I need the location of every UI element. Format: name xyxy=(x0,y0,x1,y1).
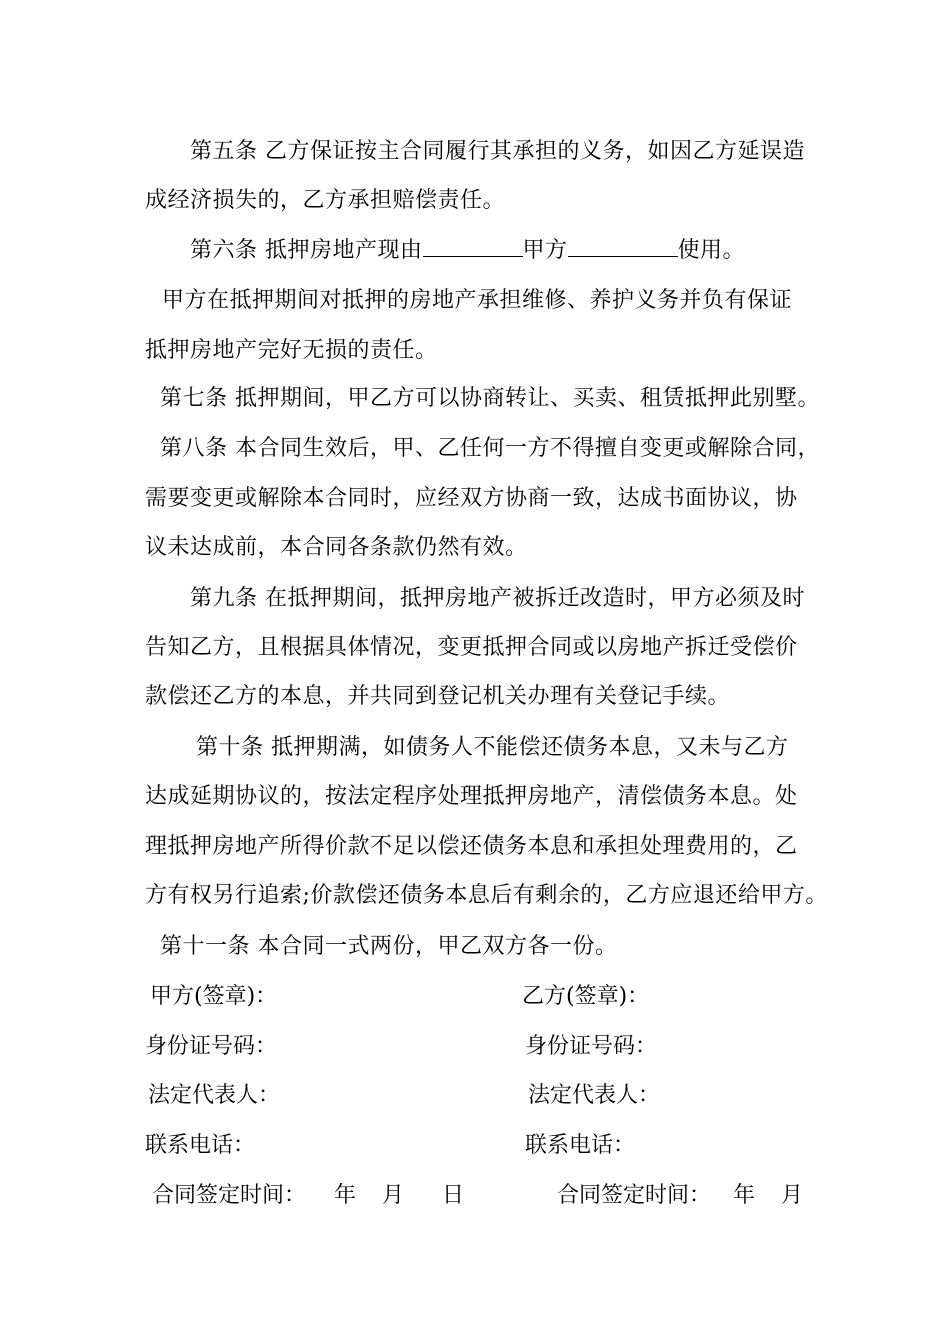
article-10-line-2: 达成延期协议的，按法定程序处理抵押房地产，清偿债务本息。处 xyxy=(145,784,798,809)
party-b-phone-label: 联系电话： xyxy=(525,1133,636,1158)
party-a-id-label: 身份证号码： xyxy=(145,1034,278,1059)
party-b-date-line xyxy=(557,1181,803,1211)
article-6-line xyxy=(190,234,745,266)
party-a-year: 年 xyxy=(334,1183,357,1208)
party-a-phone-label: 联系电话： xyxy=(145,1133,256,1158)
article-5-line-2: 成经济损失的，乙方承担赔偿责任。 xyxy=(145,188,506,213)
party-a-signature-label: 甲方(签章)： xyxy=(150,984,278,1009)
party-b-month: 月 xyxy=(781,1183,804,1208)
article-11-line: 第十一条 本合同一式两份，甲乙双方各一份。 xyxy=(160,934,618,959)
party-a-day: 日 xyxy=(442,1183,465,1208)
maintenance-line-2: 抵押房地产完好无损的责任。 xyxy=(145,338,438,363)
article-10-line-3: 理抵押房地产所得价款不足以偿还债务本息和承担处理费用的，乙 xyxy=(145,834,798,859)
maintenance-line-1: 甲方在抵押期间对抵押的房地产承担维修、养护义务并负有保证 xyxy=(162,288,793,313)
article-9-line-3: 款偿还乙方的本息，并共同到登记机关办理有关登记手续。 xyxy=(145,684,731,709)
party-b-id-label: 身份证号码： xyxy=(525,1034,658,1059)
article-8-line-2: 需要变更或解除本合同时，应经双方协商一致，达成书面协议，协 xyxy=(145,486,798,511)
usage-blank xyxy=(568,234,678,257)
party-a-date-line xyxy=(152,1181,464,1211)
party-b-signature-label: 乙方(签章)： xyxy=(522,984,650,1009)
article-5-line-1: 第五条 乙方保证按主合同履行其承担的义务，如因乙方延误造 xyxy=(190,139,805,164)
article-9-line-1: 第九条 在抵押期间，抵押房地产被拆迁改造时，甲方必须及时 xyxy=(190,586,805,611)
article-8-line-1: 第八条 本合同生效后，甲、乙任何一方不得擅自变更或解除合同， xyxy=(160,436,820,461)
party-a-rep-label: 法定代表人： xyxy=(148,1083,281,1108)
party-a-date-label: 合同签定时间： xyxy=(152,1183,307,1208)
article-10-line-4: 方有权另行追索;价款偿还债务本息后有剩余的，乙方应退还给甲方。 xyxy=(145,883,828,908)
article-7-line: 第七条 抵押期间，甲乙方可以协商转让、买卖、租赁抵押此别墅。 xyxy=(160,386,820,411)
article-10-line-1: 第十条 抵押期满，如债务人不能偿还债务本息，又未与乙方 xyxy=(196,735,789,760)
party-b-date-label: 合同签定时间： xyxy=(557,1183,712,1208)
article-9-line-2: 告知乙方，且根据具体情况，变更抵押合同或以房地产拆迁受偿价 xyxy=(145,635,798,660)
occupant-blank xyxy=(423,234,523,257)
article-8-line-3: 议未达成前，本合同各条款仍然有效。 xyxy=(145,535,528,560)
article-6-text-c: 使用。 xyxy=(677,238,746,263)
article-6-text-a: 第六条 抵押房地产现由 xyxy=(190,238,423,263)
party-b-year: 年 xyxy=(733,1183,756,1208)
party-a-month: 月 xyxy=(382,1183,405,1208)
party-b-rep-label: 法定代表人： xyxy=(528,1083,661,1108)
article-6-text-b: 甲方 xyxy=(522,238,568,263)
